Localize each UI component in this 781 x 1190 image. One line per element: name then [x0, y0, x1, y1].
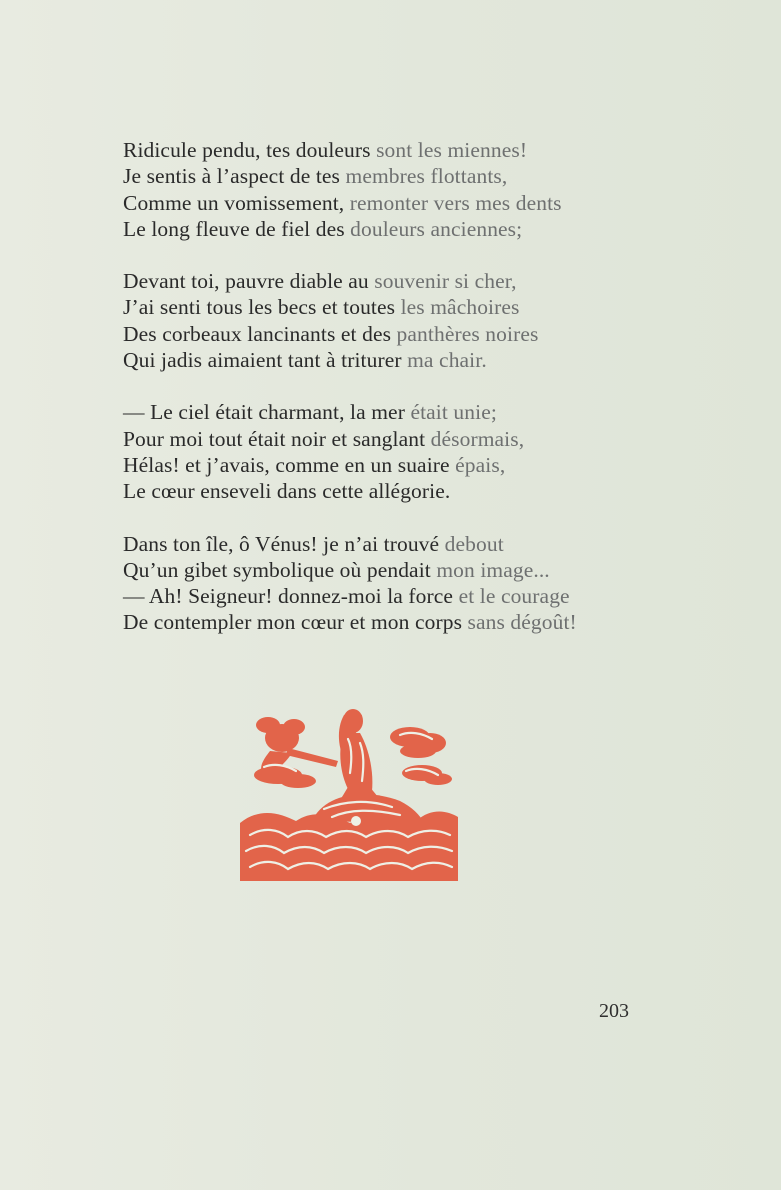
verse-text-faded: les mâchoires — [400, 295, 520, 320]
verse-line — [123, 216, 683, 242]
verse-text: Ridicule pendu, tes douleurs — [123, 138, 377, 162]
verse-text-faded: épais, — [455, 452, 506, 477]
verse-text-faded: était unie; — [410, 400, 497, 425]
stanza — [123, 399, 683, 504]
verse-text-faded: remonter vers mes dents — [349, 190, 562, 215]
verse-text: Qui jadis aimaient tant à triturer — [123, 348, 408, 373]
verse-line — [123, 190, 683, 216]
stanza — [123, 268, 683, 373]
verse-text-faded: sont les miennes! — [376, 138, 528, 162]
venus-on-shell-woodcut-icon — [240, 703, 460, 883]
verse-line — [123, 347, 683, 373]
verse-text: Comme un vomissement, — [123, 190, 350, 215]
verse-text-faded: douleurs anciennes; — [350, 216, 523, 241]
verse-line — [123, 531, 683, 557]
verse-text: Je sentis à l’aspect de tes — [123, 164, 346, 189]
verse-text-faded: et le courage — [458, 584, 570, 609]
verse-text-faded: souvenir si cher, — [374, 269, 517, 294]
verse-text-faded: mon image... — [436, 557, 550, 582]
verse-line — [123, 294, 683, 320]
verse-line — [123, 399, 683, 425]
stanza — [123, 531, 683, 636]
verse-text-faded: membres flottants, — [345, 164, 508, 189]
verse-text-faded: sans dégoût! — [467, 610, 577, 635]
verse-line — [123, 321, 683, 347]
verse-text: Dans ton île, ô Vénus! je n’ai trouvé — [123, 531, 445, 556]
verse-line — [123, 583, 683, 609]
verse-text: De contempler mon cœur et mon corps — [123, 610, 468, 635]
verse-text: Hélas! et j’avais, comme en un suaire — [123, 452, 456, 477]
verse-text-faded: panthères noires — [396, 321, 539, 346]
verse-line — [123, 137, 683, 163]
verse-text-faded: debout — [444, 531, 504, 556]
stanza — [123, 137, 683, 242]
verse-text: Le long fleuve de fiel des — [123, 216, 351, 241]
verse-text: — Ah! Seigneur! donnez-moi la force — [123, 584, 459, 609]
verse-line — [123, 452, 683, 478]
verse-line — [123, 426, 683, 452]
verse-line — [123, 557, 683, 583]
verse-line — [123, 609, 683, 635]
verse-text: Devant toi, pauvre diable au — [123, 269, 375, 294]
verse-line — [123, 163, 683, 189]
verse-text: Pour moi tout était noir et sanglant — [123, 426, 431, 451]
verse-line — [123, 478, 683, 504]
verse-text: Des corbeaux lancinants et des — [123, 321, 397, 346]
poem-text — [123, 137, 683, 662]
verse-text-faded: ma chair. — [407, 348, 487, 373]
verse-text: Qu’un gibet symbolique où pendait — [123, 557, 437, 582]
verse-text: J’ai senti tous les becs et toutes — [123, 295, 401, 320]
verse-text-faded: désormais, — [430, 426, 525, 451]
verse-text: — Le ciel était charmant, la mer — [123, 400, 411, 425]
page-number: 203 — [599, 1000, 629, 1022]
verse-text: Le cœur enseveli dans cette allégorie. — [123, 479, 451, 504]
verse-line — [123, 268, 683, 294]
